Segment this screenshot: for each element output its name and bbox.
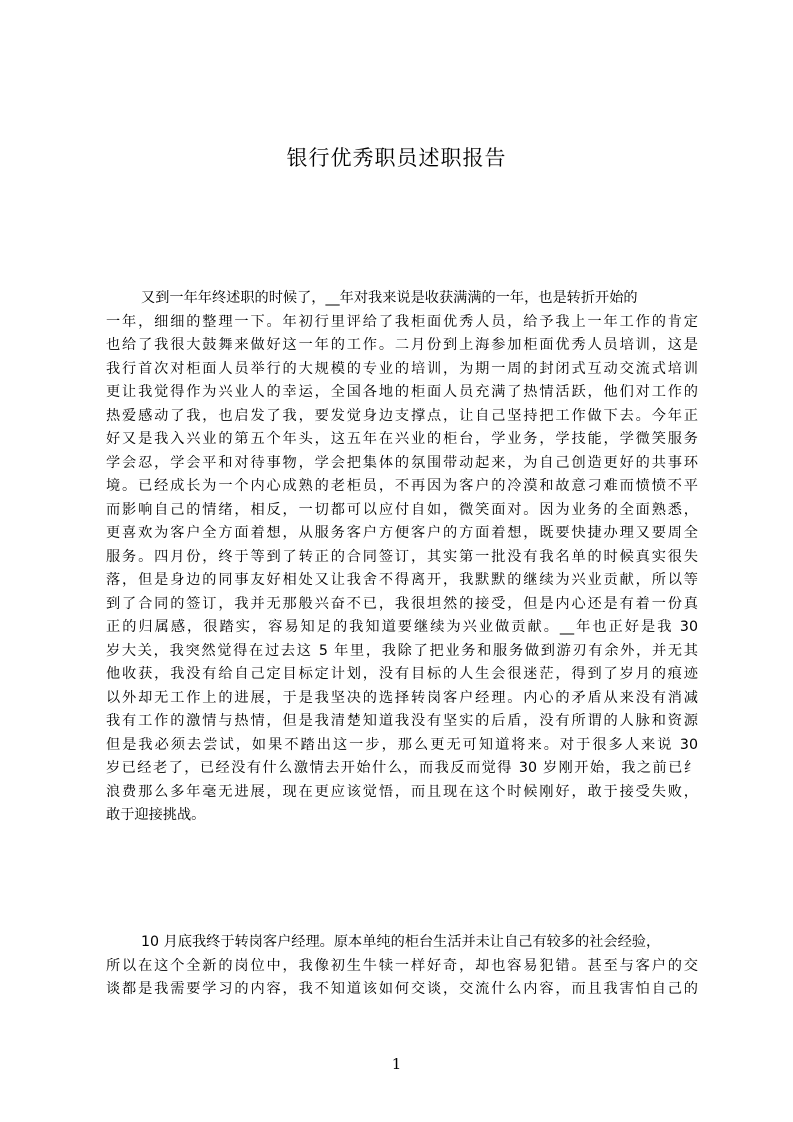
paragraph-1-line: 敢于迎接挑战。 xyxy=(106,807,206,823)
paragraph-1-line: 更喜欢为客户全方面着想，从服务客户方便客户的方面着想，既要快捷办理又要周全 xyxy=(106,525,698,541)
paragraph-2-line: 谈都是我需要学习的内容，我不知道该如何交谈，交流什么内容，而且我害怕自己的 xyxy=(106,981,698,997)
paragraph-1-line: 服务。四月份，终于等到了转正的合同签订，其实第一批没有我名单的时候真实很失 xyxy=(106,548,698,565)
paragraph-1-line: 学会忍，学会平和对待事物，学会把集体的氛围带动起来，为自己创造更好的共事环 xyxy=(106,454,698,471)
paragraph-1-line: 一年，细细的整理一下。年初行里评给了我柜面优秀人员，给予我上一年工作的肯定 xyxy=(106,313,698,330)
paragraph-1-line: 他收获，我没有给自己定目标定计划，没有目标的人生会很迷茫，得到了岁月的痕迹 xyxy=(106,666,698,682)
paragraph-2 xyxy=(106,931,698,1002)
paragraph-1-line: 我行首次对柜面人员举行的大规模的专业的培训，为期一周的封闭式互动交流式培训 xyxy=(106,360,698,377)
paragraph-1-line: 也给了我很大鼓舞来做好这一年的工作。二月份到上海参加柜面优秀人员培训，这是 xyxy=(106,337,698,353)
paragraph-1-line: 我有工作的激情与热情，但是我清楚知道我没有坚实的后盾，没有所谓的人脉和资源 xyxy=(106,713,698,729)
paragraph-1-line: 热爱感动了我，也启发了我，要发觉身边支撑点，让自己坚持把工作做下去。今年正 xyxy=(106,407,698,424)
page-number: 1 xyxy=(391,1055,402,1073)
paragraph-2-line: 所以在这个全新的岗位中，我像初生牛犊一样好奇，却也容易犯错。甚至与客户的交 xyxy=(106,957,698,974)
paragraph-1-line: 更让我觉得作为兴业人的幸运，全国各地的柜面人员充满了热情活跃，他们对工作的 xyxy=(106,384,698,400)
paragraph-1-line: 落，但是身边的同事友好相处又让我舍不得离开，我默默的继续为兴业贡献，所以等 xyxy=(106,572,698,588)
paragraph-1-line: 境。已经成长为一个内心成熟的老柜员，不再因为客户的冷漠和故意刁难而愤愤不平 xyxy=(106,478,698,494)
paragraph-1-line: 好又是我入兴业的第五个年头，这五年在兴业的柜台，学业务，学技能，学微笑服务 xyxy=(106,431,698,447)
paragraph-1-line: 岁已经老了，已经没有什么激情去开始什么，而我反而觉得 30 岁刚开始，我之前已纟 xyxy=(106,760,698,776)
paragraph-1-line: 岁大关，我突然觉得在过去这 5 年里，我除了把业务和服务做到游刃有余外，并无其 xyxy=(106,642,698,659)
paragraph-1-line: 到了合同的签订，我并无那般兴奋不已，我很坦然的接受，但是内心还是有着一份真 xyxy=(106,595,698,612)
paragraph-2-line: 10 月底我终于转岗客户经理。原本单纯的柜台生活并未让自己有较多的社会经验， xyxy=(141,934,661,950)
paragraph-1-line: 而影响自己的情绪，相反，一切都可以应付自如，微笑面对。因为业务的全面熟悉， xyxy=(106,501,698,518)
paragraph-1-line: 正的归属感，很踏实，容易知足的我知道要继续为兴业做贡献。__年也正好是我 30 xyxy=(106,619,698,635)
paragraph-1-line: 以外却无工作上的进展，于是我坚决的选择转岗客户经理。内心的矛盾从来没有消减 xyxy=(106,689,698,706)
document-title: 银行优秀职员述职报告 xyxy=(286,146,507,170)
paragraph-1 xyxy=(106,287,698,828)
paragraph-1-line: 又到一年年终述职的时候了，__年对我来说是收获满满的一年，也是转折开始的 xyxy=(141,290,638,306)
paragraph-1-line: 浪费那么多年毫无进展，现在更应该觉悟，而且现在这个时候刚好，敢于接受失败， xyxy=(106,783,698,800)
paragraph-1-line: 但是我必须去尝试，如果不踏出这一步，那么更无可知道将来。对于很多人来说 30 xyxy=(106,736,698,753)
